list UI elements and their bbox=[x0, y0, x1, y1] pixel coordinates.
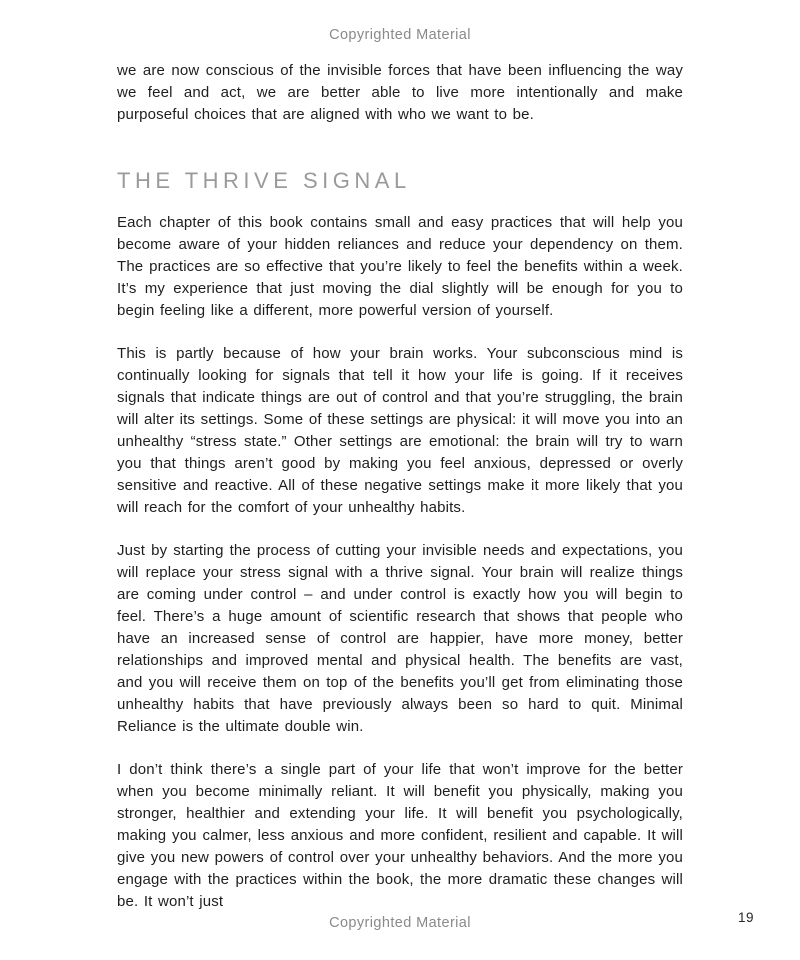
section-heading: THE THRIVE SIGNAL bbox=[117, 168, 411, 193]
copyright-watermark-top: Copyrighted Material bbox=[329, 27, 471, 43]
body-paragraph: I don’t think there’s a single part of your life that won’t improve for the better when you become minimally reliant. It will benefit you physically, making you stronger, healthier and extending your life. It will benefit you psychologically, making you calmer, less anxious and more confident, resilient and capable. It will give you new powers of control over your unhealthy behaviors. And the more you engage with the practices within the book, the more dramatic these changes will be. It won’t just bbox=[117, 761, 683, 910]
body-paragraph: Just by starting the process of cutting your invisible needs and expectations, you will replace your stress signal with a thrive signal. Your brain will realize things are coming under control – and under control is exactly how you will begin to feel. There’s a huge amount of scientific research that shows that people who have an increased sense of control are happier, have more money, better relationships and improved mental and physical health. The benefits are vast, and you will receive them on top of the benefits you’ll get from eliminating those unhealthy habits that have previously always been so hard to quit. Minimal Reliance is the ultimate double win. bbox=[117, 542, 683, 735]
intro-paragraph: we are now conscious of the invisible forces that have been influencing the way we feel and act, we are better able to live more intentionally and make purposeful choices that are aligned with who we want to be. bbox=[117, 62, 683, 123]
body-paragraph: This is partly because of how your brain works. Your subconscious mind is continually looking for signals that tell it how your life is going. If it receives signals that indicate things are out of control and that you’re struggling, the brain will alter its settings. Some of these settings are physical: it will move you into an unhealthy “stress state.” Other settings are emotional: the brain will try to warn you that things aren’t good by making you feel anxious, depressed or overly sensitive and reactive. All of these negative settings make it more likely that you will reach for the comfort of your unhealthy habits. bbox=[117, 345, 683, 516]
copyright-watermark-bottom: Copyrighted Material bbox=[329, 915, 471, 931]
page-number: 19 bbox=[737, 910, 754, 925]
body-paragraph: Each chapter of this book contains small and easy practices that will help you become aware of your hidden reliances and reduce your dependency on them. The practices are so effective that you’re likely to feel the benefits within a week. It’s my experience that just moving the dial slightly will be enough for you to begin feeling like a different, more powerful version of yourself. bbox=[117, 214, 683, 319]
page-text-column bbox=[117, 60, 683, 934]
